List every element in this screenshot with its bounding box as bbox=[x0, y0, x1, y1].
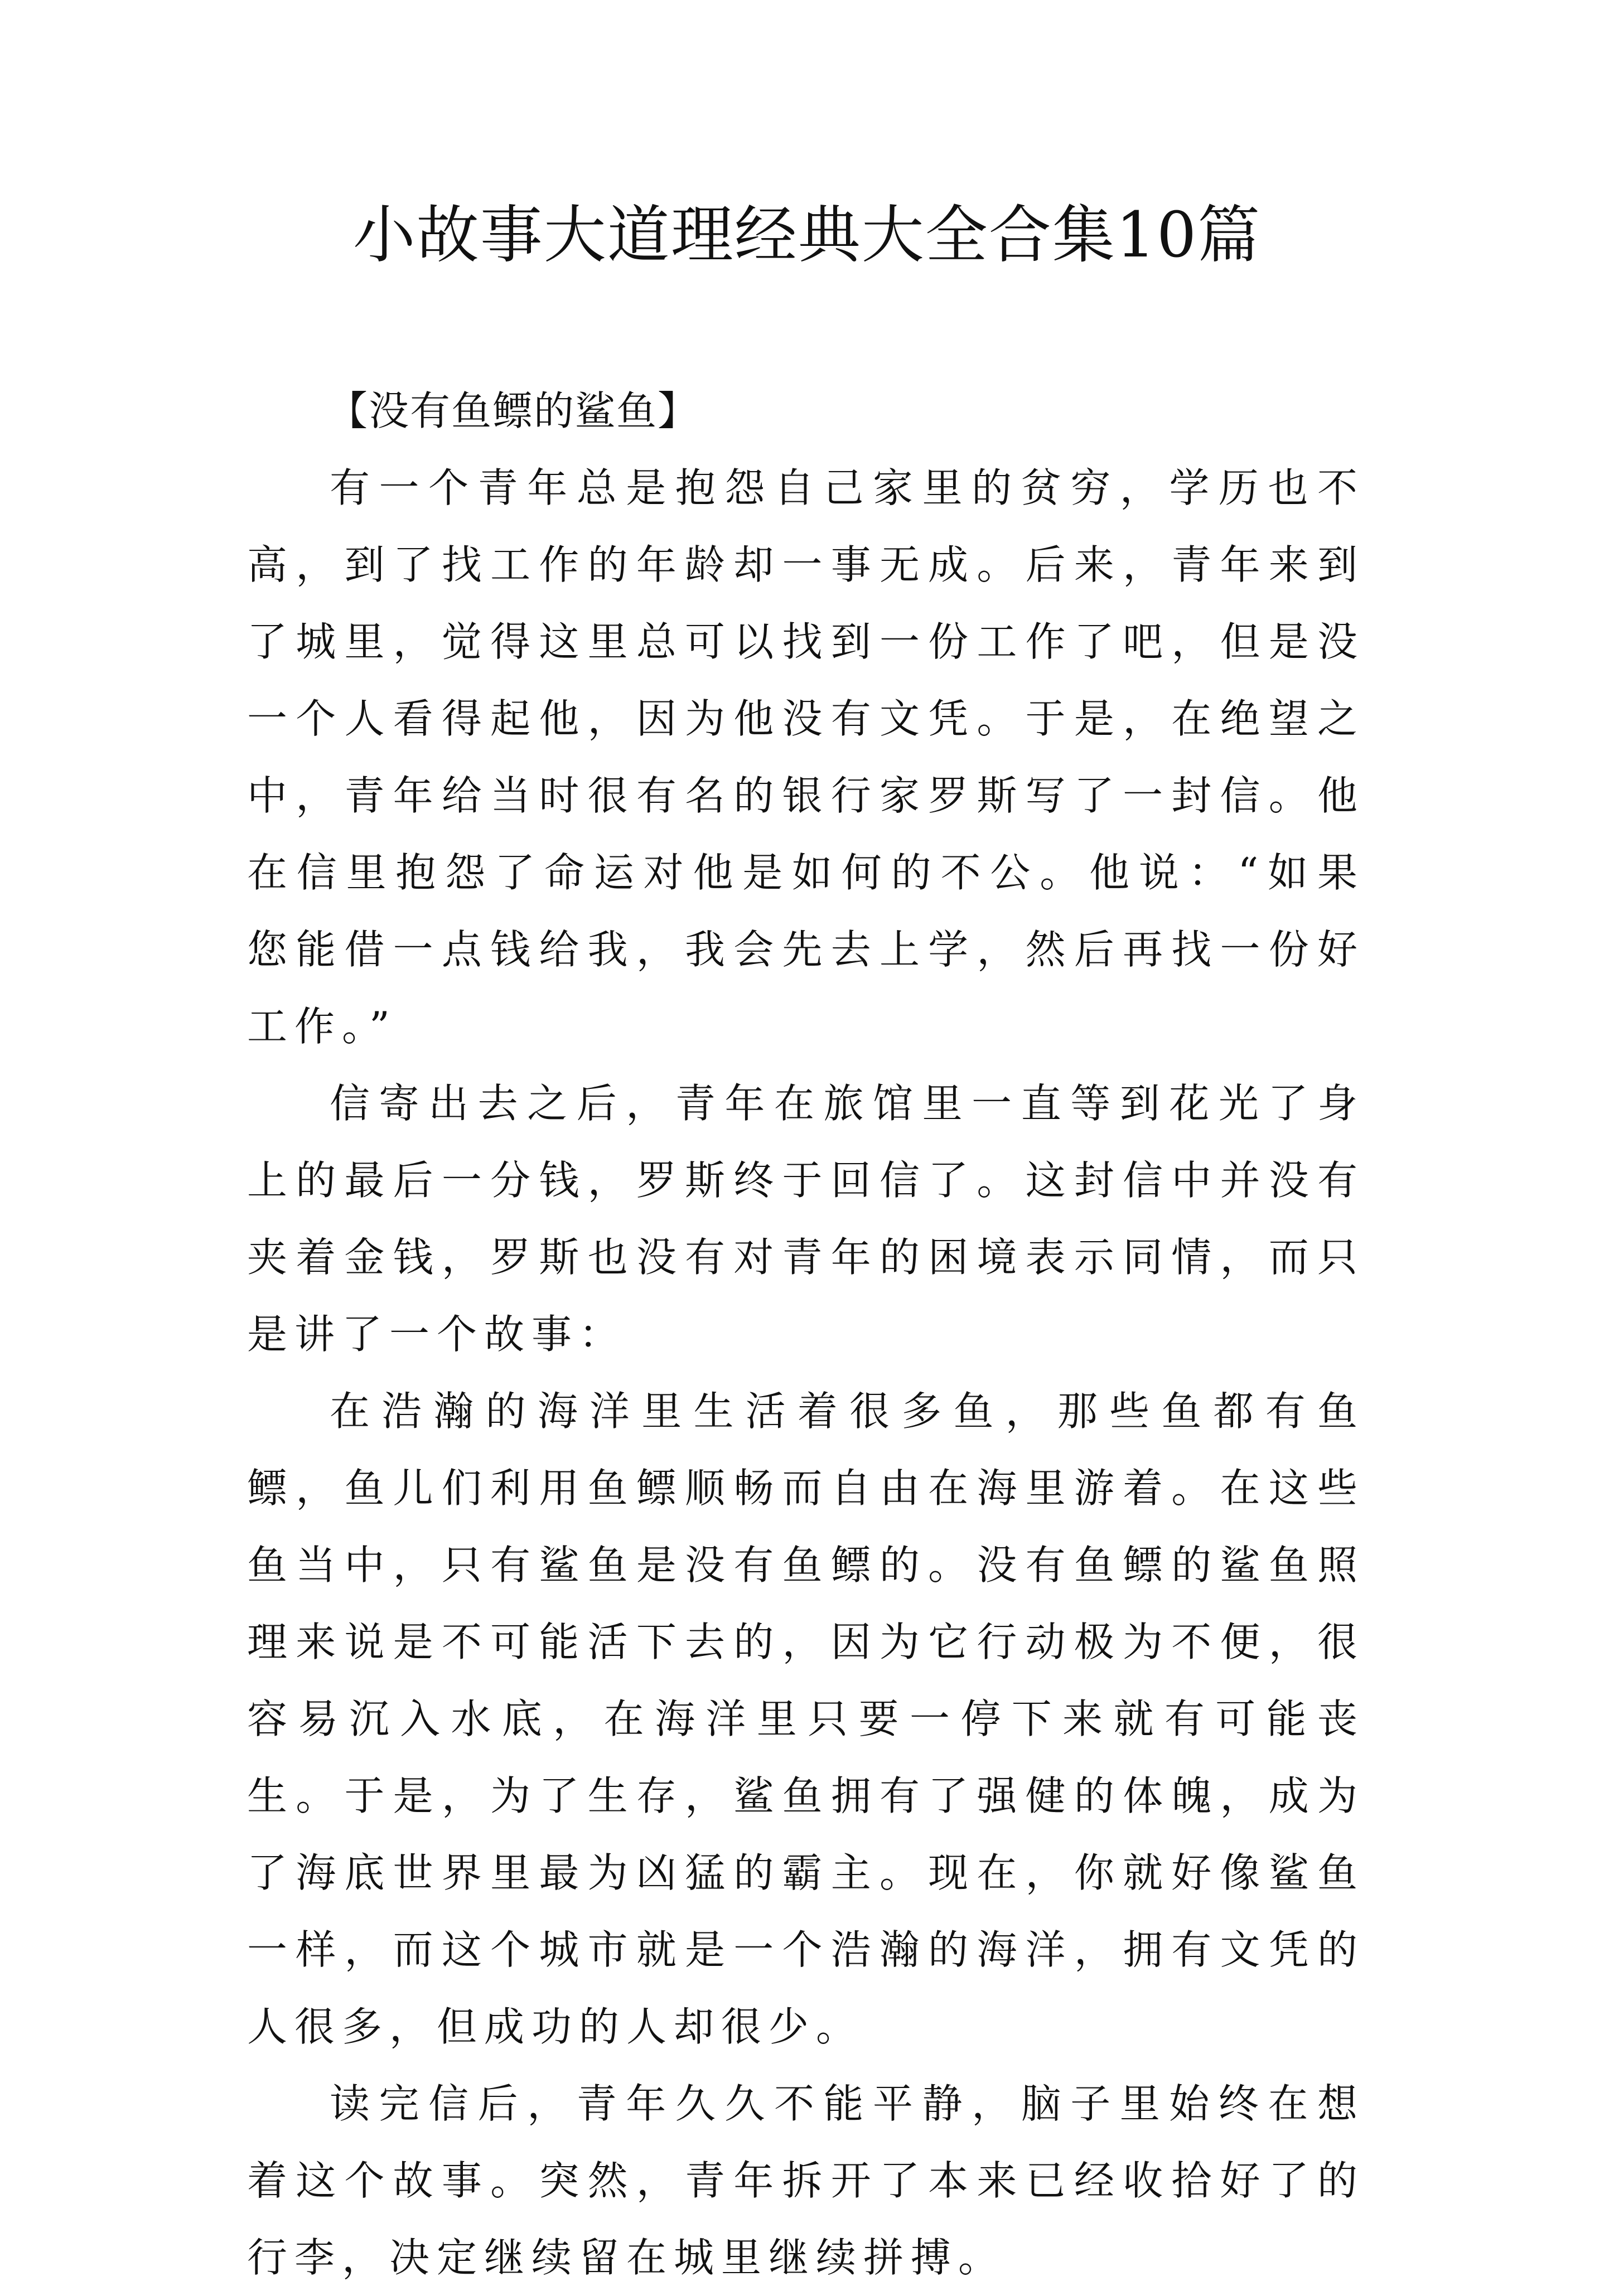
paragraph-1: 有一个青年总是抱怨自己家里的贫穷，学历也不高，到了找工作的年龄却一事无成。后来，青年来到了城里，觉得这里总可以找到一份工作了吧，但是没一个人看得起他，因为他没有文凭。于是，在绝望之中，青年给当时很有名的银行家罗斯写了一封信。他在信里抱怨了命运对他是如何的不公。他说：“如果您能借一点钱给我，我会先去上学，然后再找一份好工作。” bbox=[247, 464, 1365, 1050]
section-heading: 【没有鱼鳔的鲨鱼】 bbox=[327, 387, 699, 434]
paragraph-3: 在浩瀚的海洋里生活着很多鱼，那些鱼都有鱼鳔，鱼儿们利用鱼鳔顺畅而自由在海里游着。在这些鱼当中，只有鲨鱼是没有鱼鳔的。没有鱼鳔的鲨鱼照理来说是不可能活下去的，因为它行动极为不便，很容易沉入水底，在海洋里只要一停下来就有可能丧生。于是，为了生存，鲨鱼拥有了强健的体魄，成为了海底世界里最为凶猛的霸主。现在，你就好像鲨鱼一样，而这个城市就是一个浩瀚的海洋，拥有文凭的人很多，但成功的人却很少。 bbox=[247, 1388, 1365, 2050]
document-title: 小故事大道理经典大全合集10篇 bbox=[352, 199, 1262, 272]
paragraph-2: 信寄出去之后，青年在旅馆里一直等到花光了身上的最后一分钱，罗斯终于回信了。这封信中并没有夹着金钱，罗斯也没有对青年的困境表示同情，而只是讲了一个故事： bbox=[247, 1080, 1365, 1358]
paragraph-4: 读完信后，青年久久不能平静，脑子里始终在想着这个故事。突然，青年拆开了本来已经收拾好了的行李，决定继续留在城里继续拼搏。 bbox=[247, 2080, 1365, 2281]
document-body bbox=[247, 372, 1365, 2296]
